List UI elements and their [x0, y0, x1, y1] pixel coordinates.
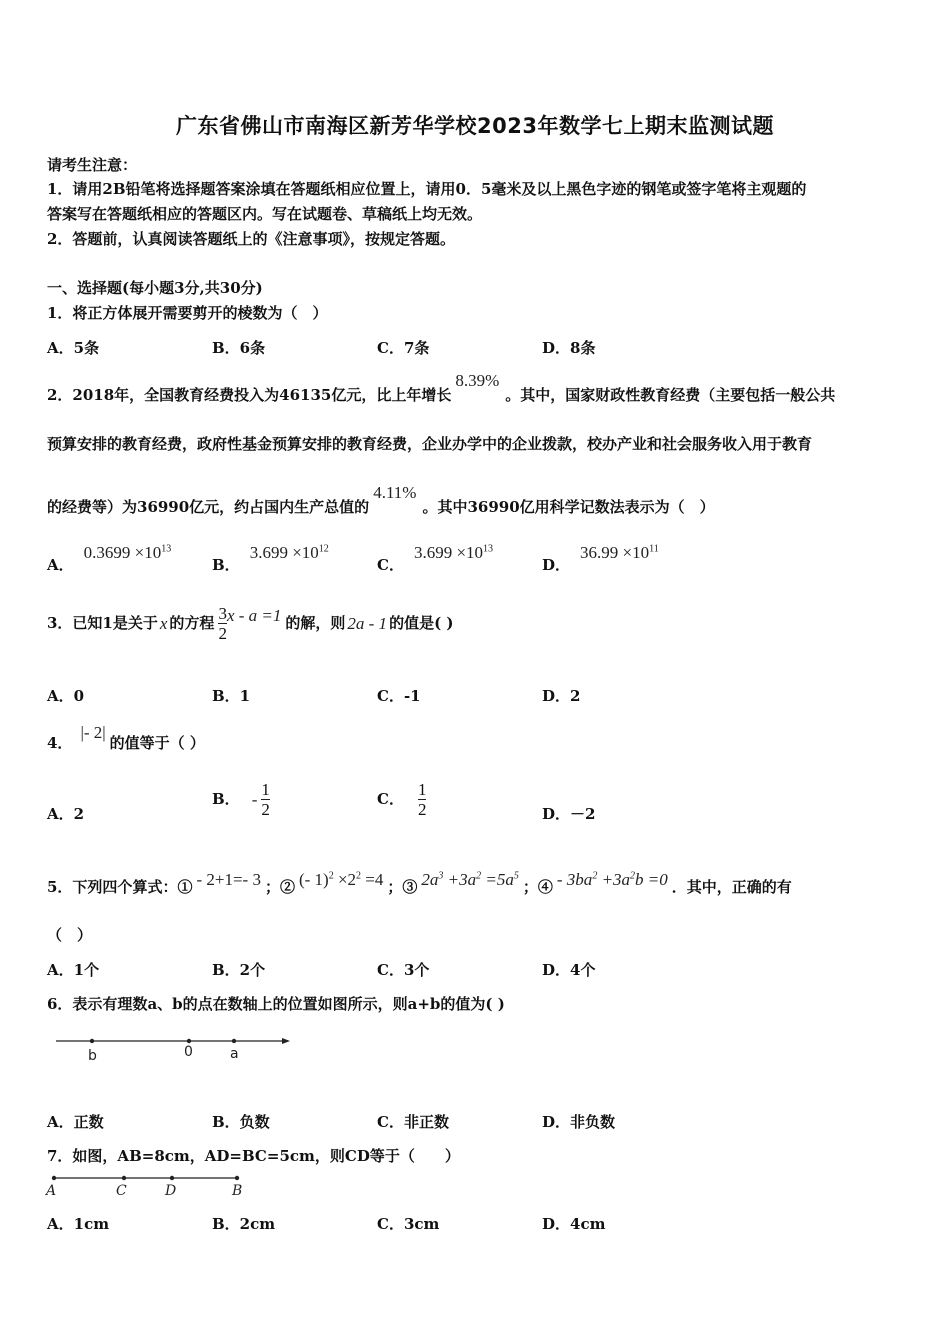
q4-option-c-fraction	[418, 780, 427, 819]
q5-e3b: 3	[438, 870, 444, 882]
q3-option-d[interactable]: D．2	[542, 687, 581, 705]
q6-label-a: a	[230, 1046, 239, 1062]
q3-mid: 的方程	[169, 614, 215, 632]
q7-point-c	[122, 1176, 126, 1180]
q5-e3d: 2	[476, 870, 482, 882]
q5-post: ．其中，正确的有	[671, 878, 792, 896]
q3-fraction	[218, 604, 227, 643]
q4-option-c[interactable]	[377, 780, 426, 819]
q7-point-b	[235, 1176, 239, 1180]
q5-option-c[interactable]: C．3个	[377, 961, 430, 979]
q2-line-1	[47, 371, 836, 405]
q3-pre: 3．已知1是关于	[47, 614, 158, 632]
q2-option-d-math	[580, 543, 659, 562]
q7-point-d	[170, 1176, 174, 1180]
q6-option-a[interactable]: A．正数	[47, 1113, 104, 1131]
q7-option-a[interactable]: A．1cm	[47, 1215, 110, 1233]
q5-e4c: +3a	[597, 870, 631, 889]
q5-stem	[47, 870, 792, 897]
q7-option-d[interactable]: D．4cm	[542, 1215, 606, 1233]
q3-option-c[interactable]: C．-1	[377, 687, 421, 705]
q5-option-a[interactable]: A．1个	[47, 961, 100, 979]
q5-e2c: ×2	[333, 870, 357, 889]
q6-stem: 6．表示有理数a、b的点在数轴上的位置如图所示，则a+b的值为( )	[47, 995, 505, 1013]
q5-e2b: 2	[328, 870, 334, 882]
q6-number-line	[50, 1030, 300, 1066]
q2-option-c-base: 3.699 ×10	[413, 543, 484, 562]
q4-option-d[interactable]: D．－2	[542, 805, 596, 823]
q5-e3c: +3a	[443, 870, 477, 889]
q6-option-c[interactable]: C．非正数	[377, 1113, 449, 1131]
q6-point-zero	[187, 1039, 191, 1043]
q2-option-c-letter: C．	[377, 556, 404, 574]
q1-option-c[interactable]: C．7条	[377, 339, 430, 357]
q7-label-a: A	[46, 1183, 57, 1199]
q4-option-b-letter: B．	[212, 790, 240, 808]
q2-option-a-letter: A．	[47, 556, 74, 574]
q4-abs-inner: - 2	[83, 723, 103, 742]
q2-option-d-letter: D．	[542, 556, 571, 574]
q4-abs-value: |- 2|	[80, 723, 106, 742]
q6-label-b: b	[88, 1048, 97, 1064]
q6-option-b[interactable]: B．负数	[212, 1113, 270, 1131]
q3-stem	[47, 604, 453, 643]
q2-option-d-base: 36.99 ×10	[580, 543, 650, 562]
notice-line-2: 2．答题前，认真阅读答题纸上的《注意事项》，按规定答题。	[47, 230, 455, 248]
q5-e2d: 2	[356, 870, 362, 882]
q5-e3a: 2a	[421, 870, 439, 889]
q7-point-a	[52, 1176, 56, 1180]
q5-e4e: b =0	[635, 870, 668, 889]
q4-option-c-letter: C．	[377, 790, 404, 808]
q5-expr-4	[557, 870, 668, 889]
q7-option-b[interactable]: B．2cm	[212, 1215, 276, 1233]
q3-post2: 的值是( )	[389, 614, 454, 632]
q2-line1-pre: 2．2018年，全国教育经费投入为46135亿元，比上年增长	[47, 386, 452, 404]
q6-point-b	[90, 1039, 94, 1043]
q5-pre: 5．下列四个算式：①	[47, 878, 193, 896]
q6-label-zero: 0	[184, 1044, 193, 1060]
q4-option-a[interactable]: A．2	[47, 805, 85, 823]
q4-option-b-den: 2	[261, 800, 270, 819]
q5-sep-2: ；②	[264, 878, 295, 896]
q4-option-c-num: 1	[417, 780, 427, 799]
page-title: 广东省佛山市南海区新芳华学校2023年数学七上期末监测试题	[176, 114, 774, 138]
notice-heading: 请考生注意：	[47, 156, 138, 174]
q1-option-b[interactable]: B．6条	[212, 339, 266, 357]
notice-line-1a: 1．请用2B铅笔将选择题答案涂填在答题纸相应位置上，请用0．5毫米及以上黑色字迹的钢笔或签字笔将主观题的	[47, 180, 807, 198]
q7-option-c[interactable]: C．3cm	[377, 1215, 440, 1233]
q3-option-a[interactable]: A．0	[47, 687, 85, 705]
q2-line3-post: 。其中36990亿用科学记数法表示为（ ）	[422, 498, 715, 516]
q2-line3-pre: 的经费等）为36990亿元，约占国内生产总值的	[47, 498, 370, 516]
q2-growth-percent: 8.39%	[455, 371, 500, 390]
q2-option-a-math	[84, 543, 172, 562]
q5-sep-4: ；④	[522, 878, 553, 896]
q6-option-d[interactable]: D．非负数	[542, 1113, 616, 1131]
q2-option-a-base: 0.3699 ×10	[83, 543, 162, 562]
q5-e3e: =5a	[481, 870, 514, 889]
q3-frac-num: 3	[218, 604, 227, 623]
q4-option-b-fraction	[261, 780, 270, 819]
q4-stem	[47, 723, 205, 753]
q7-label-c: C	[116, 1183, 127, 1199]
q5-e2a: (- 1)	[298, 870, 329, 889]
q7-segment-diagram	[44, 1170, 254, 1200]
q4-option-b-sign: -	[251, 790, 258, 809]
q2-option-c-exp: 13	[483, 543, 494, 555]
q7-label-d: D	[165, 1183, 177, 1199]
q7-label-b: B	[232, 1183, 243, 1199]
q5-e2e: =4	[361, 870, 384, 889]
q5-sep-3: ；③	[387, 878, 418, 896]
q3-option-b[interactable]: B．1	[212, 687, 251, 705]
q4-option-b-num: 1	[261, 780, 270, 799]
q2-line-2: 预算安排的教育经费，政府性基金预算安排的教育经费，企业办学中的企业拨款，校办产业和社会服务收入用于教育	[47, 435, 813, 453]
q7-stem: 7．如图，AB=8cm，AD=BC=5cm，则CD等于（ ）	[47, 1147, 460, 1165]
q4-post: 的值等于（ ）	[109, 734, 205, 752]
q5-expr-3	[421, 870, 518, 889]
q5-option-b[interactable]: B．2个	[212, 961, 266, 979]
q4-option-c-den: 2	[417, 800, 427, 819]
q2-gdp-percent: 4.11%	[373, 483, 417, 502]
q2-line1-post: 。其中，国家财政性教育经费（主要包括一般公共	[505, 386, 836, 404]
q2-option-b-base: 3.699 ×10	[249, 543, 319, 562]
q2-option-a-exp: 13	[161, 543, 172, 555]
q5-expr-1: - 2+1=- 3	[196, 870, 261, 889]
q5-option-d[interactable]: D．4个	[542, 961, 596, 979]
q6-axis-arrow	[282, 1038, 290, 1044]
q3-equation: x - a =1	[226, 606, 282, 625]
notice-line-1b: 答案写在答题纸相应的答题区内。写在试题卷、草稿纸上均无效。	[47, 205, 483, 223]
q2-line-3	[47, 483, 715, 517]
q3-expression: 2a - 1	[347, 614, 388, 633]
q3-post1: 的解，则	[285, 614, 346, 632]
q5-paren: （ ）	[47, 926, 93, 944]
q2-option-b-math	[250, 543, 329, 562]
q2-option-c-math	[414, 543, 493, 562]
section-heading: 一、选择题(每小题3分,共30分)	[47, 279, 263, 297]
q3-var: x	[159, 614, 168, 633]
q1-stem: 1．将正方体展开需要剪开的棱数为（ ）	[47, 304, 328, 322]
q5-e4b: 2	[592, 870, 598, 882]
q3-frac-den: 2	[218, 624, 227, 643]
q1-option-a[interactable]: A．5条	[47, 339, 100, 357]
q6-point-a	[232, 1039, 236, 1043]
q2-option-b-exp: 12	[318, 543, 329, 555]
q5-expr-2	[299, 870, 383, 889]
q2-option-b-letter: B．	[212, 556, 240, 574]
q4-option-b[interactable]	[212, 780, 270, 819]
q5-e4d: 2	[630, 870, 636, 882]
q1-option-d[interactable]: D．8条	[542, 339, 596, 357]
q5-e3f: 5	[513, 870, 519, 882]
q4-num: 4．	[47, 734, 73, 752]
q5-e4a: - 3ba	[556, 870, 593, 889]
q2-option-d-exp: 11	[649, 543, 659, 555]
